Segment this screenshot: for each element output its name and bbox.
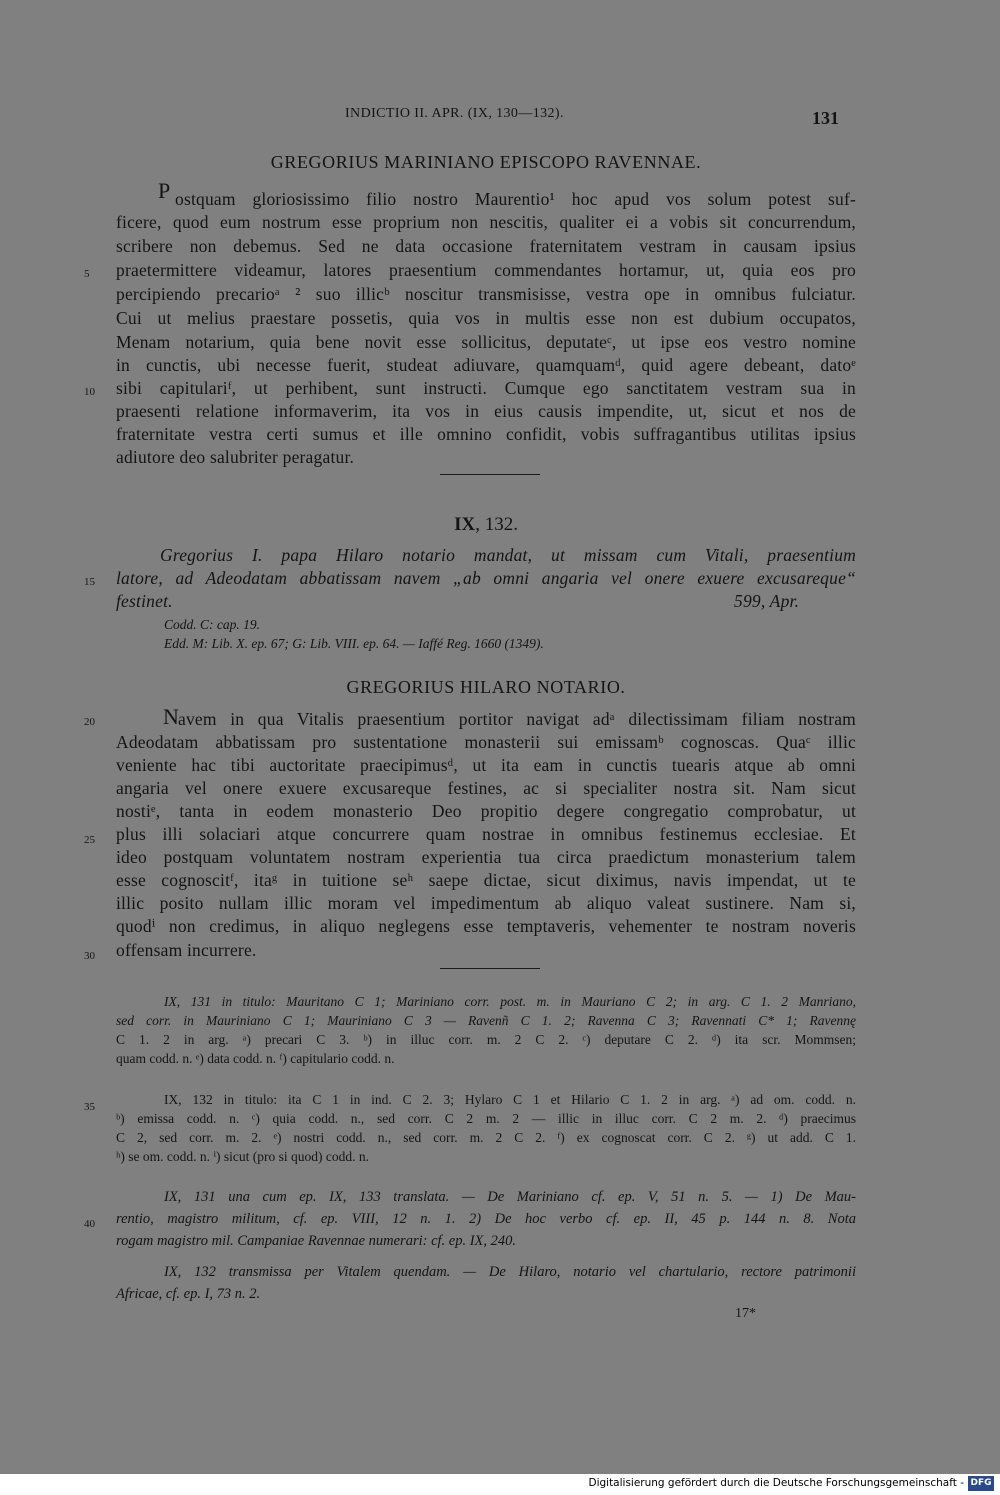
letter1-last-line: adiutore deo salubriter peragatur. — [116, 447, 355, 467]
summary-last: festinet. — [116, 591, 173, 611]
letter2-line-4: angaria vel onere exuere excusareque festines, ac si specialiter nostra sit. Nam sicut — [116, 778, 856, 798]
letter1-heading: GREGORIUS MARINIANO EPISCOPO RAVENNAE. — [270, 152, 702, 172]
letter1-line-7: Menam notarium, quia bene novit esse sollicitus, deputateᶜ, ut ipse eos vestro nomine — [116, 332, 856, 352]
letter2-last-line: offensam incurrere. — [116, 940, 257, 960]
letter1-dropcap: P — [158, 178, 171, 203]
codd-line: Codd. C: cap. 19. — [164, 617, 260, 632]
line-number: 15 — [84, 576, 95, 588]
letter1-line-2: ficere, quod eum nostrum esse proprium non nescitis, qualiter ei a vobis sit concurrendum, — [116, 212, 856, 232]
letter2-line-8: esse cognoscitᶠ, itaᵍ in tuitione seʰ saepe dictae, sicut diximus, navis impendat, ut te — [116, 870, 856, 890]
letter2-line-6: plus illi solaciari atque concurrere quam nostrae in omnibus festinemus ecclesiae. Et — [116, 824, 856, 844]
letter1-line-6: Cui ut melius praestare possetis, quia vos in multis esse non est dubium occupatos, — [116, 308, 856, 328]
section-title-number: IX — [454, 514, 476, 535]
letter1-line-9: sibi capitulariᶠ, ut perhibent, sunt instructi. Cumque ego sanctitatem vestram sua in — [116, 378, 856, 398]
notes1-line-1: IX, 131 una cum ep. IX, 133 translata. — De Mariniano cf. ep. V, 51 n. 5. — 1) De Mau- — [164, 1189, 856, 1205]
letter2-line-3: veniente hac tibi auctoritate praecipimusᵈ, ut ita eam in cunctis tuearis atque ab omni — [116, 755, 856, 775]
letter2-line-10: quodⁱ non credimus, in aliquo neglegens esse temptaveris, vehementer te nostram noveris — [116, 916, 856, 936]
line-number: 35 — [84, 1101, 95, 1113]
letter2-line-7: ideo postquam voluntatem nostram experientia tua circa praedictum monasterium talem — [116, 847, 856, 867]
notes1-line-2: rentio, magistro militum, cf. ep. VIII, 12 n. 1. 2) De hoc verbo cf. ep. II, 45 p. 144 n. 8. Nota — [116, 1211, 856, 1227]
letter2-dropcap: N — [163, 704, 179, 729]
apparatus2-line-1: IX, 132 in titulo: ita C 1 in ind. C 2. 3; Hylaro C 1 et Hilario C 1. 2 in arg. ᵃ) ad om. codd. n. — [164, 1092, 856, 1107]
section-title — [116, 514, 856, 536]
letter1-line-1-text: ostquam gloriosissimo filio nostro Maurentio¹ hoc apud vos solum potest suf- — [175, 189, 856, 209]
summary-date: 599, Apr. — [734, 591, 800, 611]
edd-line: Edd. M: Lib. X. ep. 67; G: Lib. VIII. ep. 64. — Iaffé Reg. 1660 (1349). — [164, 636, 544, 651]
letter2-line-2: Adeodatam abbatissam pro sustentatione monasterii sui emissamᵇ cognoscas. Quaᶜ illic — [116, 732, 856, 752]
apparatus2-line-3: C 2, sed corr. m. 2. ᵉ) nostri codd. n., sed corr. m. 2 C 2. ᶠ) ex cognoscat corr. C 2. ᵍ) ut add. C 1. — [116, 1130, 856, 1145]
apparatus1-line-1: IX, 131 in titulo: Mauritano C 1; Mariniano corr. post. m. in Mauriano C 2; in arg. C 1. 2 Manriano, — [164, 994, 856, 1009]
line-number: 20 — [84, 716, 95, 728]
summary-line-2: latore, ad Adeodatam abbatissam navem „ab omni angaria vel onere exuere excusareque“ — [116, 568, 856, 588]
divider-2 — [440, 968, 540, 969]
apparatus2-line-2: ᵇ) emissa codd. n. ᶜ) quia codd. n., sed corr. C 2 m. 2 — illic in illuc corr. C 2 m. 2. ᵈ) praecimus — [116, 1111, 856, 1126]
dfg-logo: DFG — [968, 1476, 994, 1491]
line-number: 25 — [84, 834, 95, 846]
notes2-line-1: IX, 132 transmissa per Vitalem quendam. — De Hilaro, notario vel chartulario, rectore patrimonii — [164, 1264, 856, 1280]
letter2-line-1: avem in qua Vitalis praesentium portitor navigat adᵃ dilectissimam filiam nostram — [178, 709, 856, 729]
funding-credit: Digitalisierung gefördert durch die Deutsche Forschungsgemeinschaft - — [588, 1477, 964, 1489]
line-number: 10 — [84, 386, 95, 398]
letter1-line-11: fraternitate vestra certi sumus et ille omnino confidit, vobis suffragantibus utilitas ipsius — [116, 424, 856, 444]
line-number: 30 — [84, 950, 95, 962]
letter1-line-4: praetermittere videamur, latores praesentium commendantes hortamur, ut, quia eos pro — [116, 260, 856, 280]
summary-line-1: Gregorius I. papa Hilaro notario mandat, ut missam cum Vitali, praesentium — [160, 545, 856, 565]
letter2-heading: GREGORIUS HILARO NOTARIO. — [346, 677, 626, 697]
letter1-line-5: percipiendo precarioᵃ ² suo illicᵇ noscitur transmisisse, vestra ope in omnibus fulciatur. — [116, 284, 856, 304]
letter1-line-10: praesenti relatione informaverim, ita vos in eius causis impendite, ut, sicut et nos de — [116, 401, 856, 421]
letter1-line-3: scribere non debemus. Sed ne data occasione fraternitatem vestram in causam ipsius — [116, 236, 856, 256]
page-number: 131 — [812, 108, 839, 128]
apparatus1-line-2: sed corr. in Mauriniano C 1; Mauriniano C 3 — Ravenñ C 1. 2; Ravenna C 3; Ravennati C* 1; Ravennę — [116, 1013, 856, 1028]
running-header: INDICTIO II. APR. (IX, 130—132). — [345, 106, 564, 121]
section-title-rest: , 132. — [475, 514, 518, 535]
apparatus1-line-4: quam codd. n. ᵉ) data codd. n. ᶠ) capitulario codd. n. — [116, 1051, 395, 1066]
line-number: 5 — [84, 268, 90, 280]
letter1-line-8: in cunctis, ubi necesse fuerit, studeat adiuvare, quamquamᵈ, quid agere debeant, datoᵉ — [116, 355, 856, 375]
letter2-line-5: nostiᵉ, tanta in eodem monasterio Deo propitio degere congregatio comprobatur, ut — [116, 801, 856, 821]
letter2-line-9: illic posito nullam illic moram vel impedimentum ab aliquo valeat sustinere. Nam si, — [116, 893, 856, 913]
apparatus1-line-3: C 1. 2 in arg. ᵃ) precari C 3. ᵇ) in illuc corr. m. 2 C 2. ᶜ) deputare C 2. ᵈ) ita scr. Mommsen; — [116, 1032, 856, 1047]
apparatus2-line-4: ʰ) se om. codd. n. ⁱ) sicut (pro si quod) codd. n. — [116, 1149, 370, 1164]
notes2-line-2: Africae, cf. ep. I, 73 n. 2. — [116, 1286, 261, 1302]
line-number: 40 — [84, 1218, 95, 1230]
notes1-line-3: rogam magistro mil. Campaniae Ravennae numerari: cf. ep. IX, 240. — [116, 1233, 517, 1249]
divider-1 — [440, 474, 540, 475]
signature-mark: 17* — [735, 1306, 756, 1321]
